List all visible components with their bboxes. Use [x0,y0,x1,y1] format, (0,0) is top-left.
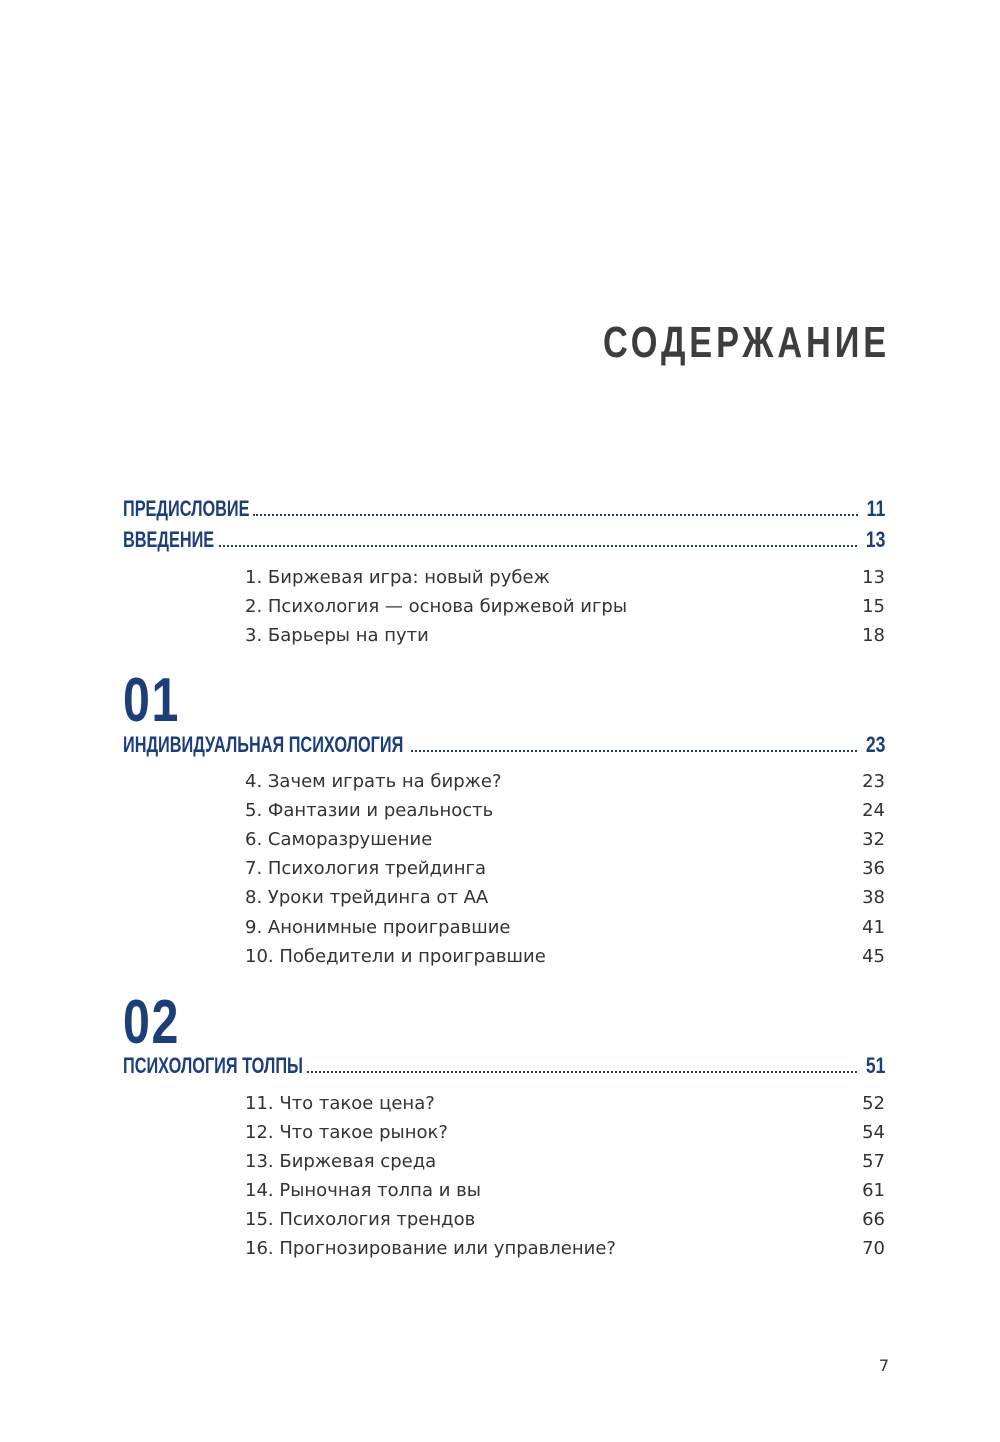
toc-heading-label: ИНДИВИДУАЛЬНАЯ ПСИХОЛОГИЯ [123,732,404,757]
toc-entry-title: 6. Саморазрушение [245,828,433,850]
toc-entry[interactable] [245,914,885,940]
toc-heading-preface[interactable] [123,492,885,522]
toc-entry[interactable] [245,855,885,881]
page-title: СОДЕРЖАНИЕ [602,318,890,367]
toc-entry[interactable] [245,622,885,648]
toc-entry-title: 14. Рыночная толпа и вы [245,1179,481,1201]
toc-entry-title: 5. Фантазии и реальность [245,799,494,821]
toc-entry[interactable] [245,1119,885,1145]
page-number: 7 [878,1356,889,1375]
toc-entry-page: 15 [862,595,885,617]
toc-entry-title: 2. Психология — основа биржевой игры [245,595,628,617]
toc-entry[interactable] [245,1148,885,1174]
toc-entry[interactable] [245,593,885,619]
toc-entry-page: 36 [862,857,885,879]
toc-entry-page: 38 [862,886,885,908]
toc-entry[interactable] [245,797,885,823]
toc-entry-page: 13 [862,566,885,588]
toc-part-heading[interactable] [123,1049,885,1079]
toc-entry[interactable] [245,564,885,590]
toc-heading-page: 23 [865,732,885,757]
toc-entry[interactable] [245,943,885,969]
toc-entry-page: 70 [862,1237,885,1259]
toc-entry-title: 3. Барьеры на пути [245,624,429,646]
toc-entry-title: 8. Уроки трейдинга от АА [245,886,489,908]
toc-entry-title: 1. Биржевая игра: новый рубеж [245,566,550,588]
toc-entry-page: 61 [862,1179,885,1201]
dot-leader [253,514,858,516]
toc-entry-page: 32 [862,828,885,850]
toc-entry-title: 13. Биржевая среда [245,1150,437,1172]
toc-heading-introduction[interactable] [123,523,885,553]
toc-entry-title: 10. Победители и проигравшие [245,945,546,967]
toc-entry-title: 12. Что такое рынок? [245,1121,448,1143]
dot-leader [307,1071,857,1073]
dot-leader [219,545,857,547]
toc-entry-page: 52 [862,1092,885,1114]
toc-entry-title: 15. Психология трендов [245,1208,476,1230]
toc-entry-title: 16. Прогнозирование или управление? [245,1237,616,1259]
part-number: 01 [123,666,180,735]
dot-leader [411,750,857,752]
toc-heading-page: 11 [866,496,885,521]
toc-entry[interactable] [245,768,885,794]
toc-heading-label: ПРЕДИСЛОВИЕ [123,496,250,521]
toc-entry-page: 41 [862,916,885,938]
toc-entry-title: 11. Что такое цена? [245,1092,435,1114]
toc-entry-page: 66 [862,1208,885,1230]
toc-heading-page: 13 [865,527,885,552]
toc-entry-page: 18 [862,624,885,646]
toc-heading-label: ВВЕДЕНИЕ [123,527,215,552]
toc-entry-page: 54 [862,1121,885,1143]
toc-entry-page: 45 [862,945,885,967]
toc-entry[interactable] [245,884,885,910]
toc-heading-page: 51 [865,1053,885,1078]
toc-entry-page: 23 [862,770,885,792]
toc-entry[interactable] [245,1235,885,1261]
toc-entry[interactable] [245,1177,885,1203]
toc-entry-title: 7. Психология трейдинга [245,857,486,879]
toc-entry-title: 9. Анонимные проигравшие [245,916,511,938]
toc-entry-page: 24 [862,799,885,821]
toc-entry-title: 4. Зачем играть на бирже? [245,770,502,792]
part-number: 02 [123,988,180,1057]
toc-entry[interactable] [245,826,885,852]
toc-heading-label: ПСИХОЛОГИЯ ТОЛПЫ [123,1053,303,1078]
toc-part-heading[interactable] [123,728,885,758]
toc-entry-page: 57 [862,1150,885,1172]
toc-entry[interactable] [245,1206,885,1232]
toc-entry[interactable] [245,1090,885,1116]
